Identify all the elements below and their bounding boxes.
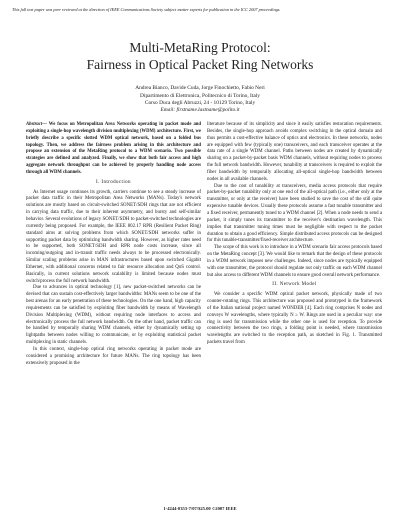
intro-paragraph-5: Due to the cost of tunability at transceivers, media access protocols that require packet-by-packet tunability only at one end of the all-optical path (i.e., either only at the transmitter, or only at the receiver) have been studied to save the cost of the still quite expensive tunable devices. Usually these protocols assume a fast tunable transmitter and a fixed receiver, permanently tuned to a WDM channel [2]. When a node needs to send a packet, it simply tunes its transmitter to the receiver's destination wavelength. This implies that transmitter tuning times must be negligible with respect to the packet duration to obtain a good efficiency. Simple distributed access protocols can be designed for this tunable-transmitter/fixed-receiver architecture. bbox=[207, 183, 382, 244]
paper-title-line1: Multi-MetaRing Protocol: bbox=[129, 40, 271, 55]
affiliation: Dipartimento di Elettronica, Politecnico di Torino, Italy bbox=[140, 93, 260, 99]
copyright-footer: 1-4244-0353-7/07/$25.00 ©2007 IEEE bbox=[163, 506, 237, 511]
section-heading-introduction: I. Introduction bbox=[96, 179, 131, 185]
model-paragraph-1: We consider a specific WDM optical packet network, physically made of two counter-rotating rings. This architecture was proposed and prototyped in the framework of the Italian national project named WONDER [4]. Each ring comprises N nodes and conveys W wavelengths, where typically N ≥ W. Rings are used in a peculiar way: one ring is used for transmission while the other one is used for reception. To provide connectivity between the two rings, a folding point is needed, where transmission wavelengths are switched to the reception path, as sketched in Fig. 1. Transmitted packets travel from bbox=[207, 292, 382, 346]
abstract-label: Abstract bbox=[26, 122, 43, 127]
intro-paragraph-2: Due to advances in optical technology [1], new packet-switched networks can be devised that can sustain cost-effectively larger bandwidths: MANs seem to be one of the best arenas for an early penetration of these technologies. On the one hand, high capacity requirements can be satisfied by exploiting fiber bandwidth by means of Wavelength Division Multiplexing (WDM), without requiring node interfaces to access and electronically process the full network bandwidth. On the other hand, packet traffic can be handled by temporally sharing WDM channels, either by dynamically setting up lightpaths between nodes willing to communicate, or by exploiting statistical packet multiplexing in static channels. bbox=[26, 285, 201, 346]
left-column bbox=[26, 122, 201, 368]
intro-paragraph-4: literature because of its simplicity and since it easily satisfies restoration requirements. Besides, the single-hop approach avoids complex switching in the optical domain and thus permits a cost-effective balance of optics and electronics. In these networks, nodes are equipped with few (typically one) transceivers, and each transceiver operates at the data rate of a single WDM channel. Paths between nodes are created by dynamically sharing on a packet-by-packet basis WDM channels, without requiring nodes to process the full network bandwidth. However, tunability at transceivers is required to exploit the fiber bandwidth by temporally allocating all-optical single-hop bandwidth between nodes in all available channels. bbox=[207, 122, 382, 182]
contact-email: Email: firstname.lastname@polito.it bbox=[160, 107, 240, 113]
review-note: This full text paper was peer reviewed at the direction of IEEE Communications Society subject matter experts for publication in the ICC 2007 proceedings. bbox=[12, 7, 281, 12]
author-list: Andrea Bianco, Davide Cuda, Jorge Finochietto, Fabio Neri bbox=[135, 85, 265, 91]
intro-paragraph-1: As Internet usage continues its growth, carriers continue to see a steady increase of packet data traffic in their Metropolitan Area Networks (MANs). Today's network solutions are mostly based on circuit-switched SONET/SDH rings that are not efficient in carrying data traffic, due to their inherent asymmetry, and bursty and self-similar behavior. Several evolutions of legacy SONET/SDH to packet-switched technologies are currently being proposed. For example, the IEEE 802.17 RPR (Resilient Packet Ring) standard aims at solving problems from which SONET/SDH networks suffer in supporting packet data by optimizing bandwidth sharing. However, as higher rates need to be supported, both SONET/SDH and RPR node costs increase, since all incoming/outgoing and in-transit traffic needs always to be processed electronically. Similar scaling problems arise in MAN infrastructures based upon switched Gigabit Ethernet, with additional concerns related to fair resource allocation and QoS control. Basically, in current solutions network scalability is limited because nodes must switch/process the full network bandwidth. bbox=[26, 189, 201, 284]
intro-paragraph-6: The scope of this work is to introduce in a WDM scenario fair access protocols based on the MetaRing concept [3]. We would like to remark that the design of these protocols in a WDM network imposes new challenges. Indeed, since nodes are typically equipped with one transmitter, the protocol should regulate not only traffic on each WDM channel but also access to different WDM channels to ensure good overall network performance. bbox=[207, 245, 382, 278]
right-column bbox=[207, 122, 382, 347]
abstract-text: — We focus on Metropolitan Area Networks operating in packet mode and exploiting a single-hop wavelength division multiplexing (WDM) architecture. First, we briefly describe a specific slotted WDM optical network, based on a folded bus topology. Then, we address the fairness problem arising in this architecture and propose an extension of the MetaRing protocol to a WDM scenario. Two possible strategies are defined and analyzed. Finally, we show that both fair access and high aggregate network throughput can be achieved by properly handling node access through all WDM channels. bbox=[26, 122, 201, 175]
paper-title-line2: Fairness in Optical Packet Ring Networks bbox=[86, 57, 314, 72]
abstract bbox=[26, 122, 201, 177]
intro-paragraph-3: In this context, single-hop optical ring networks operating in packet mode are considered a promising architecture for future MANs. The ring topology has been extensively proposed in the bbox=[26, 347, 201, 366]
affiliation-city: Corso Duca degli Abruzzi, 24 - 10129 Torino, Italy bbox=[144, 100, 256, 106]
section-heading-network-model: II. Network Model bbox=[272, 282, 317, 288]
